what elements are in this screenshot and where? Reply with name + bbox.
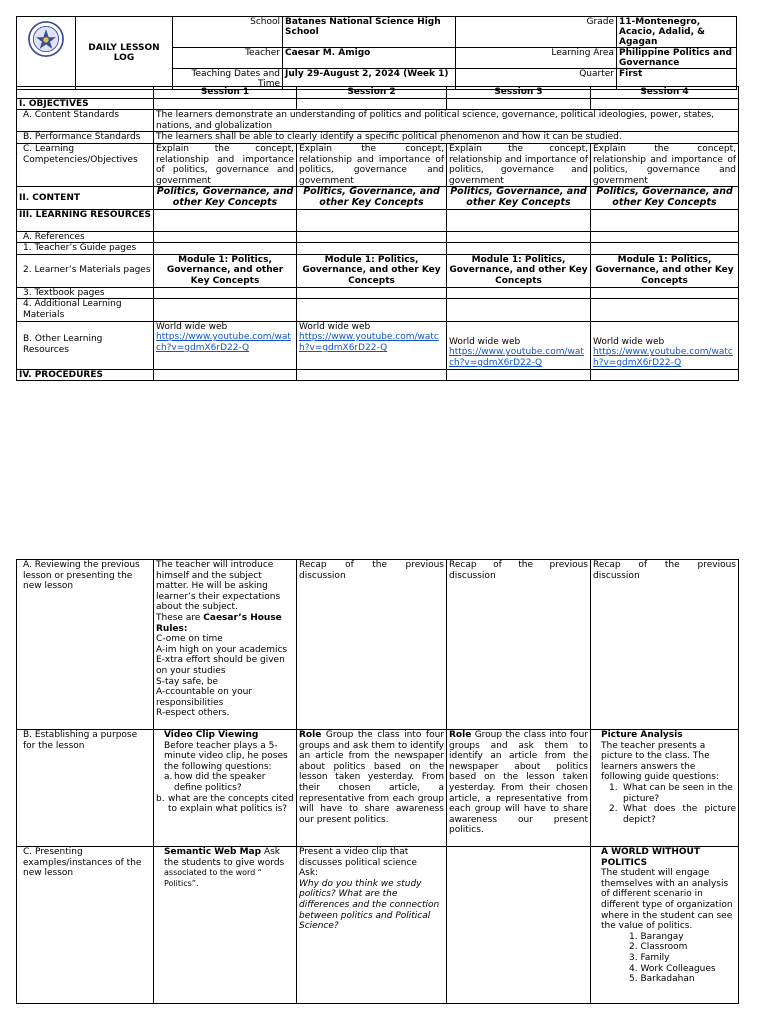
competencies-label: C. Learning Competencies/Objectives [17,143,154,186]
www-text: World wide web [593,336,665,347]
header-table [16,16,737,90]
rules-title: Caesar’s House Rules: [156,612,282,634]
procedure-b-s4 [591,730,739,847]
competency-s1: Explain the concept, relationship and importance of politics, governance and government [154,143,297,186]
session-3-header: Session 3 [447,87,591,99]
resources-heading: III. LEARNING RESOURCES [17,209,154,231]
semantic-map-title: Semantic Web Map [164,847,262,857]
video-clip-title: Video Clip Viewing [164,730,259,740]
list-marker: b. [156,793,165,804]
question-item: how did the speaker define politics? [174,772,266,793]
video-clip-text: Before teacher plays a 5-minute video clip, he poses the following questions: [164,740,288,772]
procedure-a-label: A. Reviewing the previous lesson or presenting the new lesson [17,560,154,730]
list-marker: 3. [629,952,638,963]
world-without-politics-title: A WORLD WITHOUT POLITICS [601,847,700,868]
procedure-a-s2: Recap of the previous discussion [297,560,447,730]
content-standards-text: The learners demonstrate an understanding of politics and political science, governance, political ideologies, power, states, nations, and globalization [154,110,739,132]
youtube-link[interactable]: https://www.youtube.com/watch?v=gdmX6rD22-Q [299,332,439,353]
list-marker: 1. [609,782,618,793]
procedure-b-s1 [154,730,297,847]
rule-item: R-espect others. [156,708,230,719]
picture-analysis-title: Picture Analysis [601,730,683,740]
lesson-table [16,86,739,381]
question-item: What does the picture depict? [623,804,736,825]
textbook-label: 3. Textbook pages [17,287,154,299]
list-marker: 1. [629,931,638,942]
deped-seal-icon [28,21,64,57]
module-s2: Module 1: Politics, Governance, and other Key Concepts [297,254,447,287]
list-marker: 4. [629,963,638,974]
procedure-a-s3: Recap of the previous discussion [447,560,591,730]
list-item: Classroom [640,942,688,953]
www-text: World wide web [299,321,371,332]
list-marker: a. [164,772,173,783]
other-resources-s2 [297,321,447,369]
content-heading: II. CONTENT [17,187,154,209]
list-marker: 2. [629,942,638,953]
content-s4: Politics, Governance, and other Key Concepts [591,187,739,209]
additional-materials-label: 4. Additional Learning Materials [17,299,154,321]
procedure-c-s2 [297,847,447,1004]
corner-cell [17,87,154,99]
semantic-map-note: associated to the word “ Politics”. [164,868,262,888]
procedure-c-s3 [447,847,591,1004]
competency-s2: Explain the concept, relationship and importance of politics, governance and government [297,143,447,186]
rule-item: A-im high on your academics [156,644,288,655]
other-resources-s4 [591,321,739,369]
ask-label: Ask: [299,868,319,879]
list-item: Barangay [640,931,684,942]
grade-value: 11-Montenegro, Acacio, Adalid, & Agagan [617,17,737,48]
intro-text: The teacher will introduce himself and the subject matter. He will be asking learner’s their expectations about the subject. [156,560,281,613]
list-marker: 2. [609,804,618,815]
www-text: World wide web [156,321,228,332]
area-label: Learning Area [456,48,617,69]
tg-pages-label: 1. Teacher’s Guide pages [17,243,154,255]
log-title: DAILY LESSON LOG [76,17,173,90]
module-s1: Module 1: Politics, Governance, and other Key Concepts [154,254,297,287]
competency-s3: Explain the concept, relationship and importance of politics, governance and government [447,143,591,186]
role-title: Role [449,730,472,740]
procedure-b-s3 [447,730,591,847]
picture-analysis-text: The teacher presents a picture to the class. The learners answers the following guide questions: [601,740,719,783]
procedure-b-label: B. Establishing a purpose for the lesson [17,730,154,847]
content-standards-label: A. Content Standards [17,110,154,132]
procedure-c-s1 [154,847,297,1004]
dates-value: July 29-August 2, 2024 (Week 1) [283,69,456,90]
session-2-header: Session 2 [297,87,447,99]
semantic-map-text: Ask the students to give words [164,847,285,868]
performance-standards-label: B. Performance Standards [17,132,154,144]
list-item: Barkadahan [640,974,695,985]
quarter-label: Quarter [456,69,617,90]
session-1-header: Session 1 [154,87,297,99]
logo-cell [17,17,76,90]
rule-item: A-ccountable on your responsibilities [156,687,252,708]
teacher-value: Caesar M. Amigo [283,48,456,69]
youtube-link[interactable]: https://www.youtube.com/watch?v=gdmX6rD22-Q [449,347,584,368]
lm-pages-label: 2. Learner’s Materials pages [17,254,154,287]
procedure-b-s2 [297,730,447,847]
objectives-heading: I. OBJECTIVES [17,98,154,110]
grade-label: Grade [456,17,617,48]
video-present-text: Present a video clip that discusses political science [299,847,417,868]
world-without-politics-text: The student will engage themselves with an analysis of different scenario in different type of organization where in the student can see the value of politics. [601,868,733,932]
rule-item: E-xtra effort should be given on your studies [156,655,285,676]
list-item: Work Colleagues [640,963,716,974]
school-value: Batanes National Science High School [283,17,456,48]
content-s1: Politics, Governance, and other Key Concepts [154,187,297,209]
role-text: Group the class into four groups and ask them to identify an article from the newspaper about politics based on the lesson taken yesterday. From their chosen article, a representative from each group will have to share awareness our present politics. [449,730,588,836]
question-item: what are the concepts cited to explain what politics is? [168,793,294,815]
school-label: School [173,17,283,48]
procedures-heading: IV. PROCEDURES [17,369,154,381]
rule-item: C-ome on time [156,634,223,645]
list-item: Family [640,952,670,963]
performance-standards-text: The learners shall be able to clearly identify a specific political phenomenon and how it can be studied. [154,132,739,144]
other-resources-label: B. Other Learning Resources [17,321,154,369]
rules-intro: These are [156,612,201,623]
question-item: What can be seen in the picture? [623,782,733,804]
role-text: Group the class into four groups and ask them to identify an article from the newspaper about politics based on the lesson taken yesterday. From their chosen article, a representative from each group will have to share awareness our present politics. [299,730,444,825]
module-s3: Module 1: Politics, Governance, and other Key Concepts [447,254,591,287]
rule-item: S-tay safe, be [156,676,219,687]
youtube-link[interactable]: https://www.youtube.com/watch?v=gdmX6rD22-Q [156,332,291,353]
competency-s4: Explain the concept, relationship and importance of politics, governance and government [591,143,739,186]
other-resources-s1 [154,321,297,369]
teacher-label: Teacher [173,48,283,69]
other-resources-s3 [447,321,591,369]
area-value: Philippine Politics and Governance [617,48,737,69]
content-s3: Politics, Governance, and other Key Concepts [447,187,591,209]
references-label: A. References [17,231,154,243]
ask-question: Why do you think we study politics? What are the differences and the connection between politics and Political Science? [299,878,440,932]
procedure-c-s4 [591,847,739,1004]
procedure-a-s4: Recap of the previous discussion [591,560,739,730]
procedure-a-s1 [154,560,297,730]
list-marker: 5. [629,974,638,985]
procedures-table [16,559,739,1004]
quarter-value: First [617,69,737,90]
content-s2: Politics, Governance, and other Key Concepts [297,187,447,209]
www-text: World wide web [449,336,521,347]
session-4-header: Session 4 [591,87,739,99]
module-s4: Module 1: Politics, Governance, and other Key Concepts [591,254,739,287]
dates-label: Teaching Dates and Time [173,69,283,90]
procedure-c-label: C. Presenting examples/instances of the new lesson [17,847,154,1004]
role-title: Role [299,730,322,740]
youtube-link[interactable]: https://www.youtube.com/watch?v=gdmX6rD22-Q [593,347,733,368]
